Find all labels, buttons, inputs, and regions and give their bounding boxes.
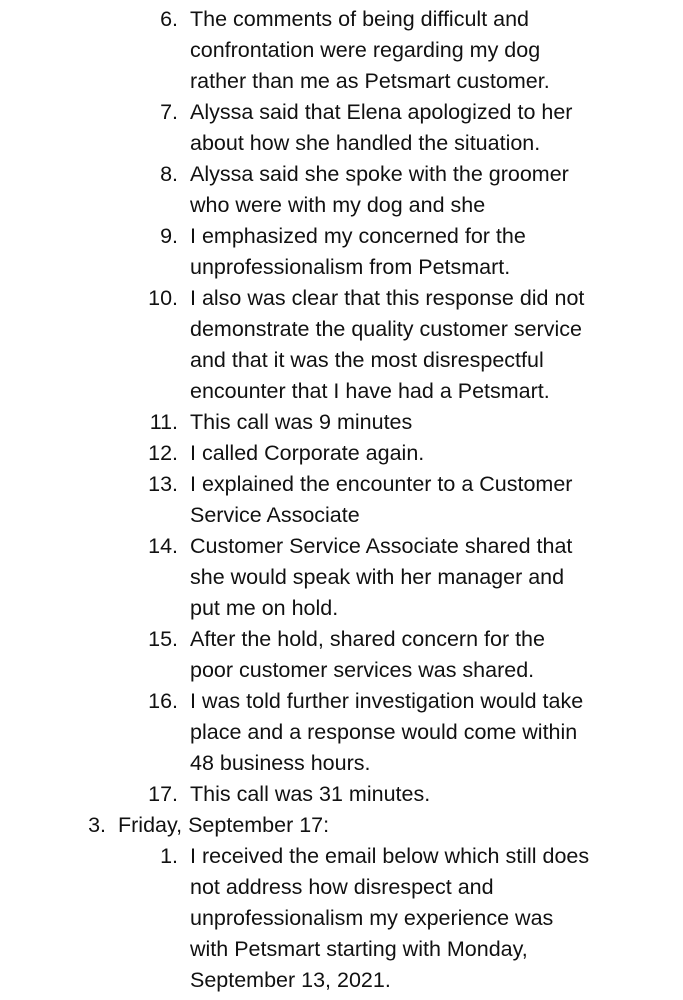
list-item — [0, 407, 683, 438]
list-item-number: 14. — [148, 534, 178, 558]
list-item — [0, 469, 683, 531]
list-item-number: 16. — [148, 689, 178, 713]
list-item-number: 9. — [160, 224, 178, 248]
list-item-number: 1. — [160, 844, 178, 868]
list-item — [0, 779, 683, 810]
list-item — [0, 97, 683, 159]
list-item-number: 7. — [160, 100, 178, 124]
list-item-text: I also was clear that this response did not demonstrate the quality customer service and that it was the most disrespectful encounter that I have had a Petsmart. — [190, 286, 585, 403]
list-item-number: 11. — [149, 410, 178, 434]
list-item — [0, 531, 683, 624]
list-item-number: 15. — [148, 627, 178, 651]
list-item-number: 8. — [160, 162, 178, 186]
list-item-text: Alyssa said that Elena apologized to her about how she handled the situation. — [190, 100, 573, 155]
list-item — [0, 438, 683, 469]
list-item — [0, 283, 683, 407]
list-item-text: Customer Service Associate shared that she would speak with her manager and put me on hold. — [190, 534, 573, 620]
list-item-number: 17. — [148, 782, 178, 806]
list-item-text: I emphasized my concerned for the unprofessionalism from Petsmart. — [190, 224, 526, 279]
list-item-number: 10. — [148, 286, 178, 310]
list-item-text: Alyssa said she spoke with the groomer who were with my dog and she — [190, 162, 569, 217]
list-item — [0, 686, 683, 779]
document-body — [0, 4, 683, 996]
list-item — [0, 4, 683, 97]
list-item-text: After the hold, shared concern for the poor customer services was shared. — [190, 627, 545, 682]
list-item-text: I called Corporate again. — [190, 441, 425, 465]
list-item-text: This call was 31 minutes. — [190, 782, 431, 806]
list-item-text: This call was 9 minutes — [190, 410, 413, 434]
list-item — [0, 159, 683, 221]
list-item-text: The comments of being difficult and confrontation were regarding my dog rather than me as Petsmart customer. — [190, 7, 550, 93]
list-item-number: 6. — [160, 7, 178, 31]
section-heading — [0, 810, 683, 841]
list-item-number: 12. — [148, 441, 178, 465]
list-item — [0, 841, 683, 996]
list-item-text: I was told further investigation would take place and a response would come within 48 business hours. — [190, 689, 584, 775]
section-title: Friday, September 17: — [118, 813, 330, 837]
list-item-number: 13. — [148, 472, 178, 496]
list-item-text: I explained the encounter to a Customer Service Associate — [190, 472, 573, 527]
list-item-text: I received the email below which still does not address how disrespect and unprofessionalism my experience was with Petsmart starting with Monday, September 13, 2021. — [190, 844, 590, 992]
list-item — [0, 221, 683, 283]
list-item — [0, 624, 683, 686]
section-number: 3. — [88, 813, 106, 837]
